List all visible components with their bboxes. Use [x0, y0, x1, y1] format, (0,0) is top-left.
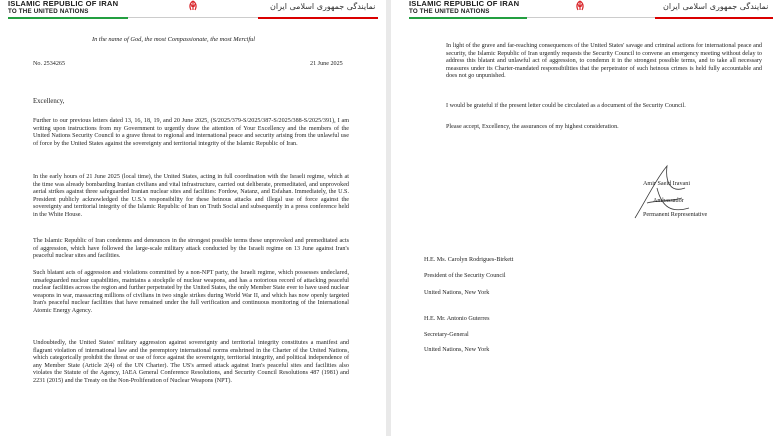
addressee-2-name: H.E. Mr. Antonio Guterres [424, 316, 490, 322]
addressee-2-role: Secretary-General [424, 332, 469, 338]
flag-stripe-green [409, 17, 527, 19]
addressee-2-location: United Nations, New York [424, 347, 490, 353]
paragraph-2: In the early hours of 21 June 2025 (local time), the United States, acting in full coordination with the Israeli regime, which at the time was already bombarding Iranian civilians and vital infrastructure, carried out deliberate, premeditated, and unprovoked aerial strikes against three safeguarded Iranian nuclear sites and facilities: Fordow, Natanz, and Esfahan. Immediately, the U.S. President publicly acknowledged the U.S.'s responsibility for these heinous attacks and illegal use of force against the sovereignty and territorial integrity of the Islamic Republic of Iran on Truth Social and subsequently in a press conference held in the White House. [33, 174, 349, 218]
letterhead-country: ISLAMIC REPUBLIC OF IRAN [409, 0, 520, 8]
flag-stripe-green [8, 17, 128, 19]
paragraph-4: Such blatant acts of aggression and violations committed by a non-NPT party, the Israeli regime, which possesses undeclared, unsafeguarded nuclear capabilities, maintains a stockpile of nuclear weapons, and has a notorious record of attacking peaceful nuclear facilities across the region and further perpetrated by the United States, the only Member State ever to have used nuclear weapons in war, massacring millions of civilians in two single strikes during World War II, and which has now openly targeted Iran's peaceful nuclear facilities that have remained under the full verification and continuous monitoring of the International Atomic Energy Agency. [33, 270, 349, 314]
flag-stripe-red [258, 17, 378, 19]
reference-number: No. 2534265 [33, 61, 66, 67]
letter-date: 21 June 2025 [310, 61, 343, 67]
letter-page-2 [391, 0, 775, 436]
iran-emblem-icon [573, 0, 587, 11]
flag-stripe-white [527, 17, 655, 20]
salutation: Excellency, [33, 98, 65, 105]
letterhead-persian: نمایندگی جمهوری اسلامی ایران [663, 2, 769, 11]
flag-stripe-red [655, 17, 773, 19]
addressee-1-role: President of the Security Council [424, 273, 506, 279]
letterhead-persian: نمایندگی جمهوری اسلامی ایران [270, 2, 376, 11]
signatory-title-permanent-rep: Permanent Representative [643, 212, 708, 218]
signatory-title-ambassador: Ambassador [653, 198, 684, 204]
addressee-1-name: H.E. Ms. Carolyn Rodrigues-Birkett [424, 257, 514, 263]
letterhead-country: ISLAMIC REPUBLIC OF IRAN [8, 0, 119, 8]
closing-paragraph-3: Please accept, Excellency, the assurances of my highest consideration. [446, 124, 619, 130]
iran-emblem-icon [186, 0, 200, 11]
paragraph-1: Further to our previous letters dated 13, 16, 18, 19, and 20 June 2025, (S/2025/379-S/2025/387-S/2025/388-S/2025/391), I am writing upon instructions from my Government to urgently draw the attention of Your Excellency and the members of the United Nations Security Council to a grave threat to regional and international peace and security arising from the unlawful use of force by the United States against the sovereignty and territorial integrity of the Islamic Republic of Iran. [33, 118, 349, 147]
addressee-1-location: United Nations, New York [424, 290, 490, 296]
paragraph-3: The Islamic Republic of Iran condemns and denounces in the strongest possible terms these unprovoked and premeditated acts of aggression, which have followed the large-scale military attack conducted by the Israeli regime on 13 June against Iran's peaceful nuclear sites and facilities. [33, 238, 349, 259]
paragraph-5: Undoubtedly, the United States' military aggression against sovereignty and territorial integrity constitutes a manifest and flagrant violation of international law and the peremptory international norms enshrined in the Charter of the United Nations, which categorically prohibit the threat or use of force against the sovereignty, territorial integrity, and political independence of any Member State (Article 2(4) of the UN Charter). The US's armed attack against Iran's peaceful sites and facilities also violates the Statute of the Agency, IAEA General Conference Resolutions, and Security Council Resolutions 487 (1981) and 2231 (2015) and the Treaty on the Non-Proliferation of Nuclear Weapons (NPT). [33, 340, 349, 384]
closing-paragraph-2: I would be grateful if the present letter could be circulated as a document of the Security Council. [446, 103, 686, 109]
letter-page-1 [0, 0, 386, 436]
letterhead-mission: TO THE UNITED NATIONS [8, 8, 89, 15]
letterhead-english [409, 0, 519, 16]
flag-stripe-white [128, 17, 258, 20]
signatory-name: Amir Saeid Iravani [643, 181, 691, 187]
letterhead-mission: TO THE UNITED NATIONS [409, 8, 490, 15]
closing-paragraph-1: In light of the grave and far-reaching consequences of the United States' savage and criminal actions for international peace and security, the Islamic Republic of Iran urgently requests the Security Council to convene an emergency meeting without delay to address this blatant and unlawful act of aggression, to condemn it in the strongest possible terms, and to take all necessary measures under its Charter-mandated responsibilities that the perpetrator of such heinous crimes is held fully accountable and does not go unpunished. [446, 43, 762, 79]
invocation: In the name of God, the most Compassionate, the most Merciful [92, 36, 256, 43]
letterhead-english [8, 0, 118, 16]
